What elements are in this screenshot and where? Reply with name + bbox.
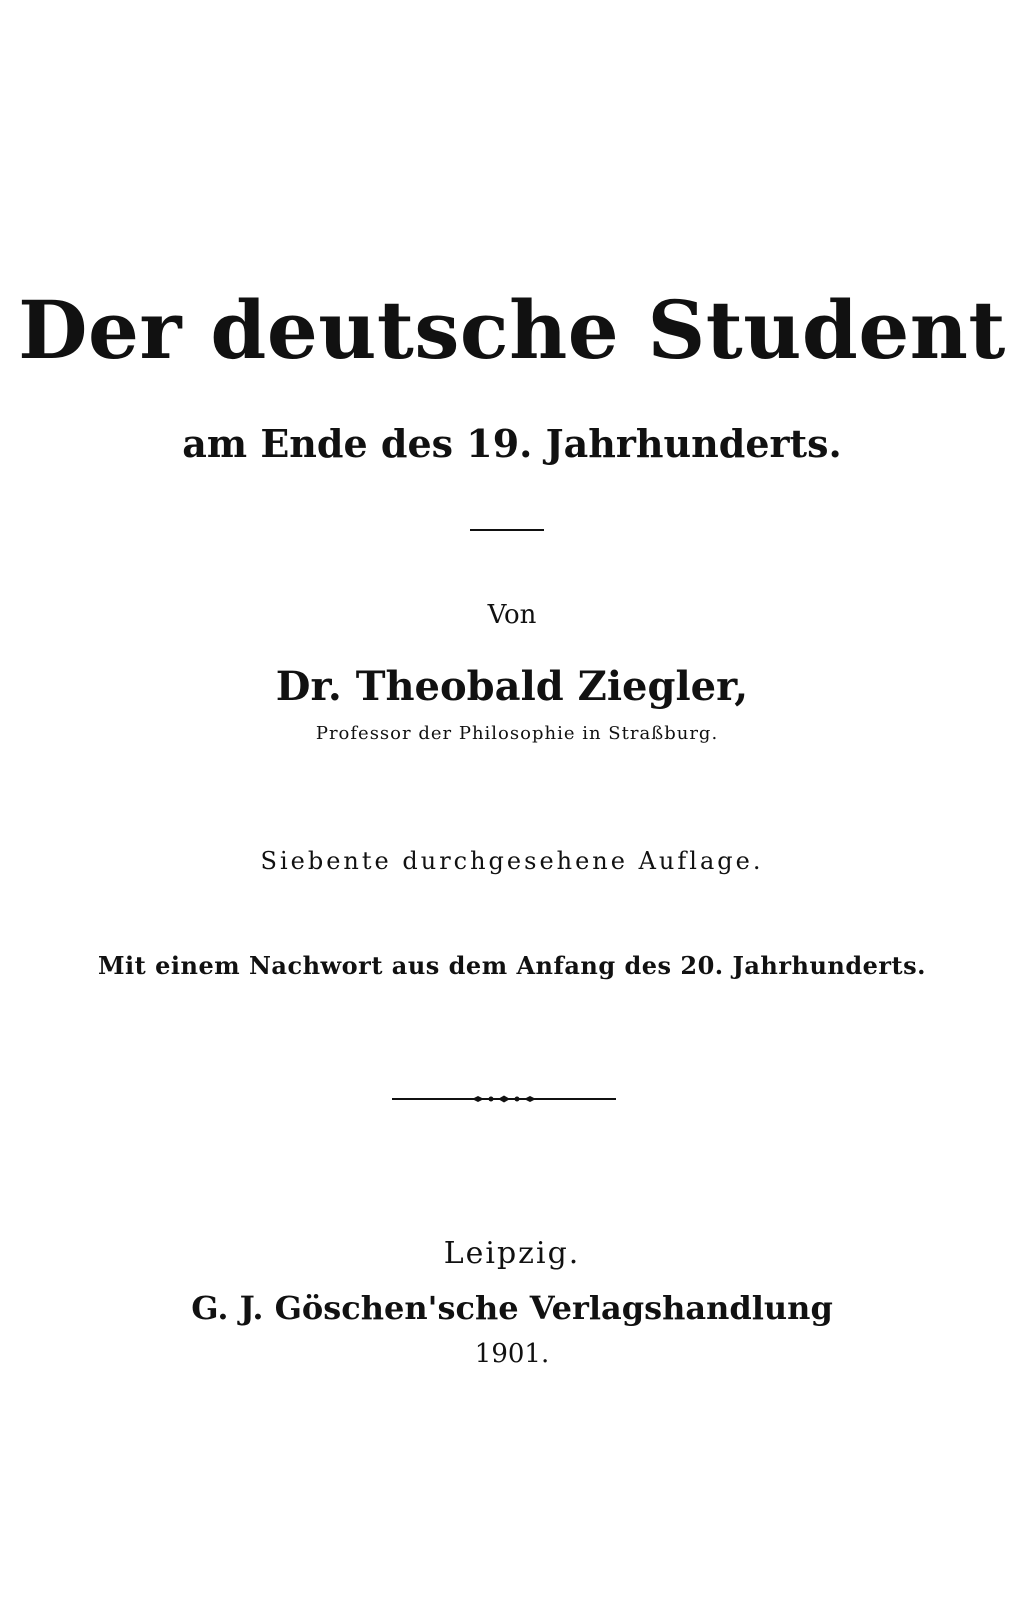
divider-rule (470, 529, 544, 531)
ornamental-rule (392, 1093, 616, 1105)
book-title: Der deutsche Student (18, 283, 1006, 377)
publication-year: 1901. (474, 1339, 550, 1369)
by-line: Von (487, 600, 537, 630)
edition-statement: Siebente durchgesehene Auflage. (260, 847, 764, 875)
afterword-note: Mit einem Nachwort aus dem Anfang des 20. Jahrhunderts. (97, 951, 926, 980)
publisher-name: G. J. Göschen'sche Verlagshandlung (191, 1289, 833, 1327)
publication-place: Leipzig. (443, 1236, 581, 1271)
author-affiliation: Professor der Philosophie in Straßburg. (315, 723, 719, 744)
author-name: Dr. Theobald Ziegler, (275, 663, 749, 710)
book-subtitle: am Ende des 19. Jahrhunderts. (182, 421, 842, 466)
